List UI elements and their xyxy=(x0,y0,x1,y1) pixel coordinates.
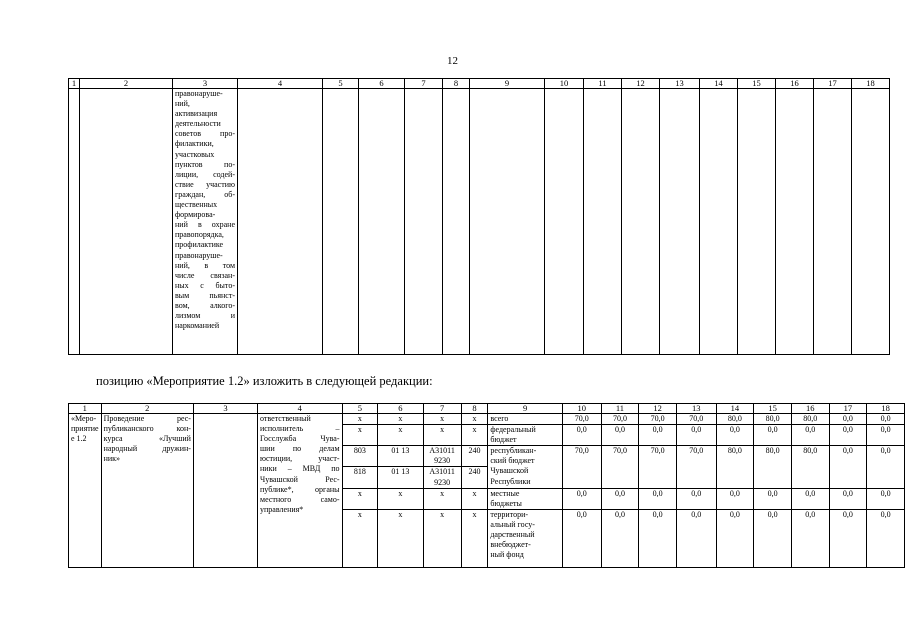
cell-line: республикан- xyxy=(490,446,537,456)
column-number-15: 15 xyxy=(738,79,776,89)
cell-line: территори- xyxy=(490,509,529,519)
cell-line: публике*, органы xyxy=(260,484,340,494)
cell-line: числе связан- xyxy=(175,270,235,280)
cell-line: дарственный xyxy=(490,530,535,540)
cell-line: е 1.2 xyxy=(71,434,87,444)
column-number-8: 8 xyxy=(461,404,488,414)
cell-line: ний, в том xyxy=(175,260,235,270)
cell xyxy=(700,89,738,355)
cell-line: лизмом и xyxy=(175,311,235,321)
amount-cell: 0,0 xyxy=(601,425,639,446)
section-code-cell: x xyxy=(378,425,423,446)
cell-line: советов про- xyxy=(175,129,235,139)
cell-line: ный фонд xyxy=(490,550,524,560)
amount-cell: 0,0 xyxy=(562,425,601,446)
column-number-18: 18 xyxy=(852,79,890,89)
column-number-3: 3 xyxy=(173,79,238,89)
cell xyxy=(776,89,814,355)
amount-cell: 0,0 xyxy=(716,425,754,446)
cell-line: Чувашской Рес- xyxy=(260,474,340,484)
amount-cell: 70,0 xyxy=(601,446,639,488)
cell-line: x xyxy=(440,488,445,498)
cell-line: шии по делам xyxy=(260,444,340,454)
cell-line: публиканского кон- xyxy=(103,424,191,434)
cell xyxy=(80,89,173,355)
section-code-cell: x xyxy=(378,509,423,567)
cell-line: x xyxy=(440,414,445,423)
column-number-11: 11 xyxy=(584,79,622,89)
cell-line: исполнитель – xyxy=(260,424,340,434)
column-number-18: 18 xyxy=(867,404,905,414)
cell-line: ствие участию xyxy=(175,179,235,189)
amount-cell: 0,0 xyxy=(754,488,792,509)
cell-line: А31011 xyxy=(429,446,455,456)
target-article-cell xyxy=(423,488,461,509)
event-title-cell xyxy=(101,414,193,568)
column-number-12: 12 xyxy=(622,79,660,89)
amount-cell: 70,0 xyxy=(562,446,601,488)
column-number-9: 9 xyxy=(470,79,545,89)
expense-type-cell: 240 xyxy=(461,467,488,488)
amount-cell: 0,0 xyxy=(601,488,639,509)
amount-cell: 70,0 xyxy=(676,414,716,425)
amount-cell: 0,0 xyxy=(829,425,867,446)
cell xyxy=(238,89,323,355)
executor-cell xyxy=(258,414,343,568)
page-number: 12 xyxy=(447,55,458,67)
cell xyxy=(405,89,443,355)
column-number-2: 2 xyxy=(101,404,193,414)
cell-line: альный госу- xyxy=(490,519,535,529)
amount-cell: 0,0 xyxy=(676,425,716,446)
cell-line: «Меро- xyxy=(71,414,97,423)
cell xyxy=(852,89,890,355)
column-number-5: 5 xyxy=(342,404,378,414)
grbs-code-cell: x xyxy=(342,425,378,446)
amount-cell: 0,0 xyxy=(716,509,754,567)
column-number-6: 6 xyxy=(378,404,423,414)
cell-line: Госслужба Чува- xyxy=(260,434,340,444)
column-number-4: 4 xyxy=(238,79,323,89)
expense-type-cell: 240 xyxy=(461,446,488,467)
column-number-1: 1 xyxy=(69,79,80,89)
empty-cell xyxy=(193,414,257,568)
cell xyxy=(660,89,700,355)
column-number-5: 5 xyxy=(323,79,359,89)
cell-line: пунктов по- xyxy=(175,159,235,169)
amount-cell: 0,0 xyxy=(639,488,677,509)
amount-cell: 70,0 xyxy=(639,446,677,488)
amount-cell: 80,0 xyxy=(791,446,829,488)
table-row xyxy=(69,89,890,355)
amount-cell: 0,0 xyxy=(639,425,677,446)
column-number-14: 14 xyxy=(700,79,738,89)
column-number-3: 3 xyxy=(193,404,257,414)
amount-cell: 0,0 xyxy=(676,509,716,567)
funding-source-cell xyxy=(488,509,563,567)
target-article-cell xyxy=(423,414,461,425)
column-number-8: 8 xyxy=(443,79,470,89)
column-number-13: 13 xyxy=(660,79,700,89)
cell-line: ных с быто- xyxy=(175,280,235,290)
cell xyxy=(470,89,545,355)
cell-line: вым пьянст- xyxy=(175,290,235,300)
amount-cell: 0,0 xyxy=(867,509,905,567)
grbs-code-cell: x xyxy=(342,488,378,509)
target-article-cell xyxy=(423,467,461,488)
amount-cell: 0,0 xyxy=(829,446,867,488)
measure-name-cell xyxy=(69,414,102,568)
cell-line: 9230 xyxy=(434,477,451,487)
amount-cell: 70,0 xyxy=(562,414,601,425)
cell-line: внебюджет- xyxy=(490,540,531,550)
cell-line: юстиции, участ- xyxy=(260,454,340,464)
amount-cell: 70,0 xyxy=(639,414,677,425)
cell-line: приятие xyxy=(71,424,99,434)
cell-line: местные xyxy=(490,488,520,498)
amount-cell: 0,0 xyxy=(867,488,905,509)
cell-line: x xyxy=(440,425,445,435)
column-number-7: 7 xyxy=(405,79,443,89)
column-number-row xyxy=(69,404,905,414)
amount-cell: 0,0 xyxy=(791,488,829,509)
cell-line: вом, алкого- xyxy=(175,300,235,310)
table-row xyxy=(69,414,905,425)
cell-line: профилактике xyxy=(175,240,224,250)
amount-cell: 0,0 xyxy=(562,509,601,567)
column-number-16: 16 xyxy=(791,404,829,414)
cell xyxy=(69,89,80,355)
cell-line: наркоманией xyxy=(175,321,220,331)
amount-cell: 0,0 xyxy=(791,509,829,567)
cell-line: А31011 xyxy=(429,467,455,477)
cell-line: граждан, об- xyxy=(175,189,235,199)
column-number-12: 12 xyxy=(639,404,677,414)
target-article-cell xyxy=(423,446,461,467)
amount-cell: 0,0 xyxy=(639,509,677,567)
grbs-code-cell: x xyxy=(342,414,378,425)
cell-line: курса «Лучший xyxy=(103,434,191,444)
column-number-17: 17 xyxy=(829,404,867,414)
cell-line: активизация xyxy=(175,109,218,119)
cell-line: федеральный xyxy=(490,425,536,435)
cell-line: ский бюджет xyxy=(490,456,535,466)
amount-cell: 0,0 xyxy=(754,509,792,567)
cell-line: бюджет xyxy=(490,435,517,445)
column-number-17: 17 xyxy=(814,79,852,89)
cell-line: ний, xyxy=(175,99,190,109)
cell xyxy=(622,89,660,355)
column-number-14: 14 xyxy=(716,404,754,414)
amount-cell: 70,0 xyxy=(676,446,716,488)
cell-line: деятельности xyxy=(175,119,221,129)
cell-line: 9230 xyxy=(434,456,451,466)
amount-cell: 0,0 xyxy=(562,488,601,509)
cell-line: бюджеты xyxy=(490,498,522,508)
column-number-10: 10 xyxy=(562,404,601,414)
target-article-cell xyxy=(423,425,461,446)
column-number-1: 1 xyxy=(69,404,102,414)
amount-cell: 0,0 xyxy=(829,488,867,509)
section-code-cell: x xyxy=(378,488,423,509)
cell-line: формирова- xyxy=(175,210,216,220)
amount-cell: 0,0 xyxy=(829,509,867,567)
cell-line: правонаруше- xyxy=(175,89,223,98)
cell-line: x xyxy=(440,509,445,519)
cell-line: управления* xyxy=(260,504,304,514)
expense-type-cell: x xyxy=(461,488,488,509)
funding-source-cell xyxy=(488,446,563,488)
cell-line: Республики xyxy=(490,476,531,486)
cell-line: народный дружин- xyxy=(103,444,191,454)
section-code-cell: x xyxy=(378,414,423,425)
funding-source-cell xyxy=(488,488,563,509)
table-continued xyxy=(68,78,890,355)
amount-cell: 80,0 xyxy=(754,414,792,425)
cell-line: участковых xyxy=(175,149,215,159)
amount-cell: 70,0 xyxy=(601,414,639,425)
cell xyxy=(545,89,584,355)
cell xyxy=(323,89,359,355)
section-code-cell: 01 13 xyxy=(378,467,423,488)
amount-cell: 0,0 xyxy=(676,488,716,509)
cell-line: ники – МВД по xyxy=(260,464,340,474)
column-number-13: 13 xyxy=(676,404,716,414)
table-measure-1-2 xyxy=(68,403,905,568)
column-number-10: 10 xyxy=(545,79,584,89)
column-number-16: 16 xyxy=(776,79,814,89)
column-number-row xyxy=(69,79,890,89)
cell-line: правопорядка, xyxy=(175,230,224,240)
grbs-code-cell: 803 xyxy=(342,446,378,467)
amount-cell: 0,0 xyxy=(791,425,829,446)
column-number-7: 7 xyxy=(423,404,461,414)
expense-type-cell: x xyxy=(461,414,488,425)
cell-line: местного само- xyxy=(260,494,340,504)
cell-line: Чувашской xyxy=(490,466,529,476)
cell xyxy=(584,89,622,355)
cell-line: щественных xyxy=(175,200,218,210)
amount-cell: 80,0 xyxy=(716,446,754,488)
cell xyxy=(443,89,470,355)
column-number-9: 9 xyxy=(488,404,563,414)
cell-line: правонаруше- xyxy=(175,250,223,260)
measure-description-cell xyxy=(173,89,238,355)
cell-line: ник» xyxy=(103,454,121,464)
cell-line: Проведение рес- xyxy=(103,414,191,423)
cell-line: лиции, содей- xyxy=(175,169,235,179)
column-number-15: 15 xyxy=(754,404,792,414)
funding-source-cell xyxy=(488,414,563,425)
amount-cell: 0,0 xyxy=(867,414,905,425)
grbs-code-cell: 818 xyxy=(342,467,378,488)
instruction-text: позицию «Мероприятие 1.2» изложить в следующей редакции: xyxy=(96,374,433,388)
cell-line: филактики, xyxy=(175,139,214,149)
amount-cell: 0,0 xyxy=(829,414,867,425)
cell-line: ний в охране xyxy=(175,220,235,230)
cell-line: всего xyxy=(490,414,509,423)
amount-cell: 80,0 xyxy=(716,414,754,425)
expense-type-cell: x xyxy=(461,509,488,567)
cell xyxy=(359,89,405,355)
grbs-code-cell: x xyxy=(342,509,378,567)
column-number-6: 6 xyxy=(359,79,405,89)
amount-cell: 80,0 xyxy=(754,446,792,488)
amount-cell: 0,0 xyxy=(867,446,905,488)
funding-source-cell xyxy=(488,425,563,446)
column-number-11: 11 xyxy=(601,404,639,414)
cell xyxy=(814,89,852,355)
amount-cell: 0,0 xyxy=(601,509,639,567)
amount-cell: 0,0 xyxy=(754,425,792,446)
column-number-4: 4 xyxy=(258,404,343,414)
cell-line: ответственный xyxy=(260,414,311,423)
amount-cell: 80,0 xyxy=(791,414,829,425)
column-number-2: 2 xyxy=(80,79,173,89)
expense-type-cell: x xyxy=(461,425,488,446)
amount-cell: 0,0 xyxy=(867,425,905,446)
target-article-cell xyxy=(423,509,461,567)
section-code-cell: 01 13 xyxy=(378,446,423,467)
amount-cell: 0,0 xyxy=(716,488,754,509)
cell xyxy=(738,89,776,355)
